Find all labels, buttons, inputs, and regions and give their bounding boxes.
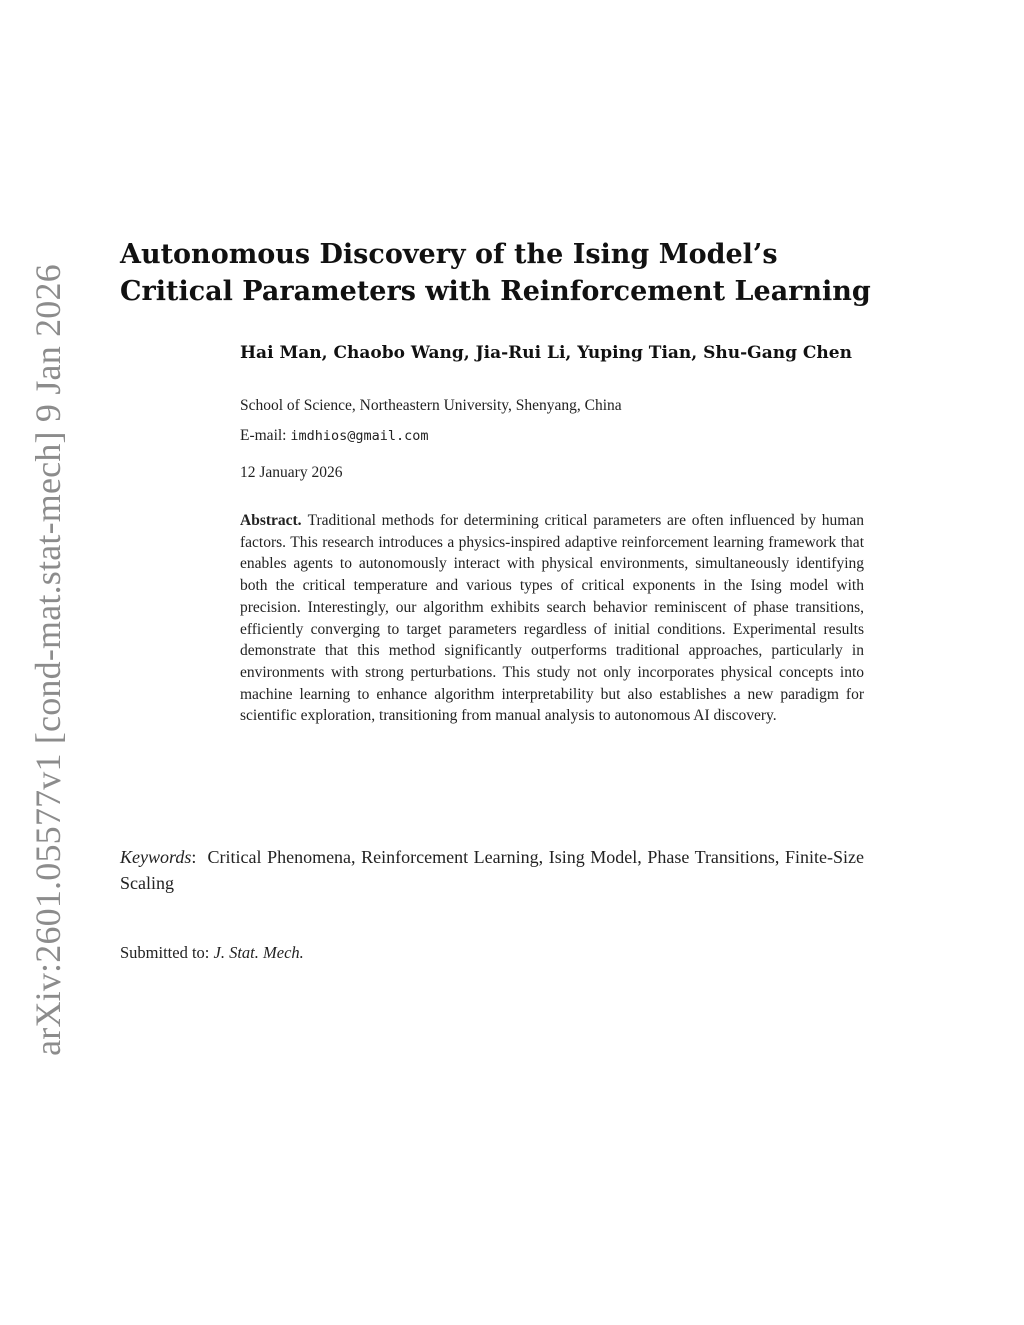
keywords xyxy=(120,844,864,896)
keywords-label: Keywords xyxy=(120,847,192,867)
keywords-separator: : xyxy=(191,847,197,867)
paper-title: Autonomous Discovery of the Ising Model’s Critical Parameters with Reinforcement Learning xyxy=(120,239,871,307)
email-label: E-mail: xyxy=(240,427,287,444)
journal-name: J. Stat. Mech. xyxy=(213,943,304,962)
email-line xyxy=(240,426,429,446)
submitted-label: Submitted to: xyxy=(120,943,210,962)
submitted-to xyxy=(120,942,304,964)
abstract-label: Abstract. xyxy=(240,512,302,529)
abstract-text: Traditional methods for determining critical parameters are often influenced by human factors. This research introduces a physics-inspired adaptive reinforcement learning framework that enables agents to autonomously interact with physical environments, simultaneously identifying both the critical temperature and various types of critical exponents in the Ising model with precision. Interestingly, our algorithm exhibits search behavior reminiscent of phase transitions, efficiently converging to target parameters regardless of initial conditions. Experimental results demonstrate that this method significantly outperforms traditional approaches, particularly in environments with strong perturbations. This study not only incorporates physical concepts into machine learning to enhance algorithm interpretability but also establishes a new paradigm for scientific exploration, transitioning from manual analysis to autonomous AI discovery. xyxy=(240,512,864,725)
email-address[interactable]: imdhios@gmail.com xyxy=(290,428,429,444)
affiliation: School of Science, Northeastern University, Shenyang, China xyxy=(240,397,622,414)
arxiv-identifier-stamp[interactable]: arXiv:2601.05577v1 [cond-mat.stat-mech] 9 Jan 2026 xyxy=(28,264,68,1056)
keywords-text: Critical Phenomena, Reinforcement Learning, Ising Model, Phase Transitions, Finite-Size Scaling xyxy=(120,847,864,893)
author-list: Hai Man, Chaobo Wang, Jia-Rui Li, Yuping Tian, Shu-Gang Chen xyxy=(240,343,852,363)
abstract xyxy=(240,510,864,727)
paper-date: 12 January 2026 xyxy=(240,464,343,481)
